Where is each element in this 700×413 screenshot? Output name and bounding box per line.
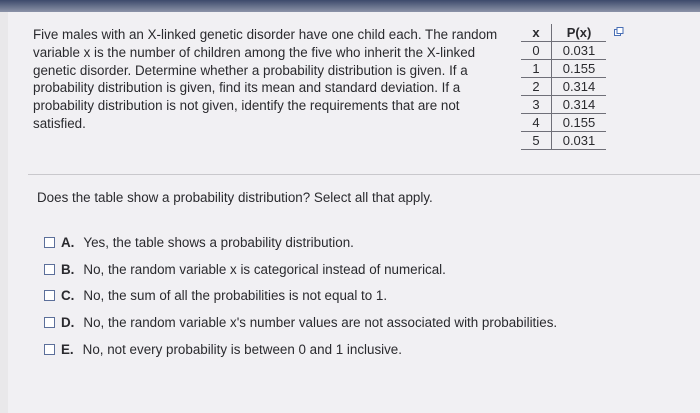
option-b[interactable]	[44, 262, 446, 277]
cell-x: 1	[521, 60, 552, 78]
checkbox[interactable]	[44, 317, 55, 328]
checkbox[interactable]	[44, 264, 55, 275]
option-text: No, the random variable x's number values are not associated with probabilities.	[83, 315, 558, 330]
table-row	[521, 78, 606, 96]
option-a[interactable]	[44, 235, 354, 250]
option-letter: A.	[61, 235, 75, 250]
cell-px: 0.155	[552, 114, 607, 132]
section-divider	[28, 174, 700, 175]
option-letter: E.	[61, 342, 74, 357]
checkbox[interactable]	[44, 344, 55, 355]
option-d[interactable]	[44, 315, 557, 330]
cell-px: 0.314	[552, 78, 607, 96]
selection-prompt: Does the table show a probability distribution? Select all that apply.	[37, 190, 433, 205]
checkbox[interactable]	[44, 237, 55, 248]
probability-table	[521, 24, 606, 150]
table-row	[521, 96, 606, 114]
cell-x: 5	[521, 132, 552, 150]
cell-x: 4	[521, 114, 552, 132]
table-row	[521, 132, 606, 150]
copy-icon[interactable]	[614, 27, 624, 37]
option-text: Yes, the table shows a probability distribution.	[83, 235, 354, 250]
table-row	[521, 114, 606, 132]
option-e[interactable]	[44, 342, 402, 357]
option-text: No, the sum of all the probabilities is not equal to 1.	[83, 288, 388, 303]
question-text: Five males with an X-linked genetic disorder have one child each. The random variable x is the number of children among the five who inherit the X-linked genetic disorder. Determine whether a probability distribution is given. If a probability distribution is given, find its mean and standard deviation. If a probability distribution is not given, identify the requirements that are not satisfied.	[33, 27, 498, 131]
cell-x: 2	[521, 78, 552, 96]
checkbox[interactable]	[44, 290, 55, 301]
cell-px: 0.155	[552, 60, 607, 78]
cell-px: 0.031	[552, 42, 607, 60]
table-row	[521, 60, 606, 78]
header-px: P(x)	[552, 24, 607, 42]
cell-x: 3	[521, 96, 552, 114]
option-letter: B.	[61, 262, 75, 277]
table-header-row	[521, 24, 606, 42]
cell-px: 0.314	[552, 96, 607, 114]
header-x: x	[521, 24, 552, 42]
table-row	[521, 42, 606, 60]
option-text: No, not every probability is between 0 and 1 inclusive.	[82, 342, 402, 357]
option-letter: C.	[61, 288, 75, 303]
option-c[interactable]	[44, 288, 387, 303]
top-strip	[0, 0, 700, 12]
cell-x: 0	[521, 42, 552, 60]
option-text: No, the random variable x is categorical instead of numerical.	[83, 262, 446, 277]
cell-px: 0.031	[552, 132, 607, 150]
option-letter: D.	[61, 315, 75, 330]
